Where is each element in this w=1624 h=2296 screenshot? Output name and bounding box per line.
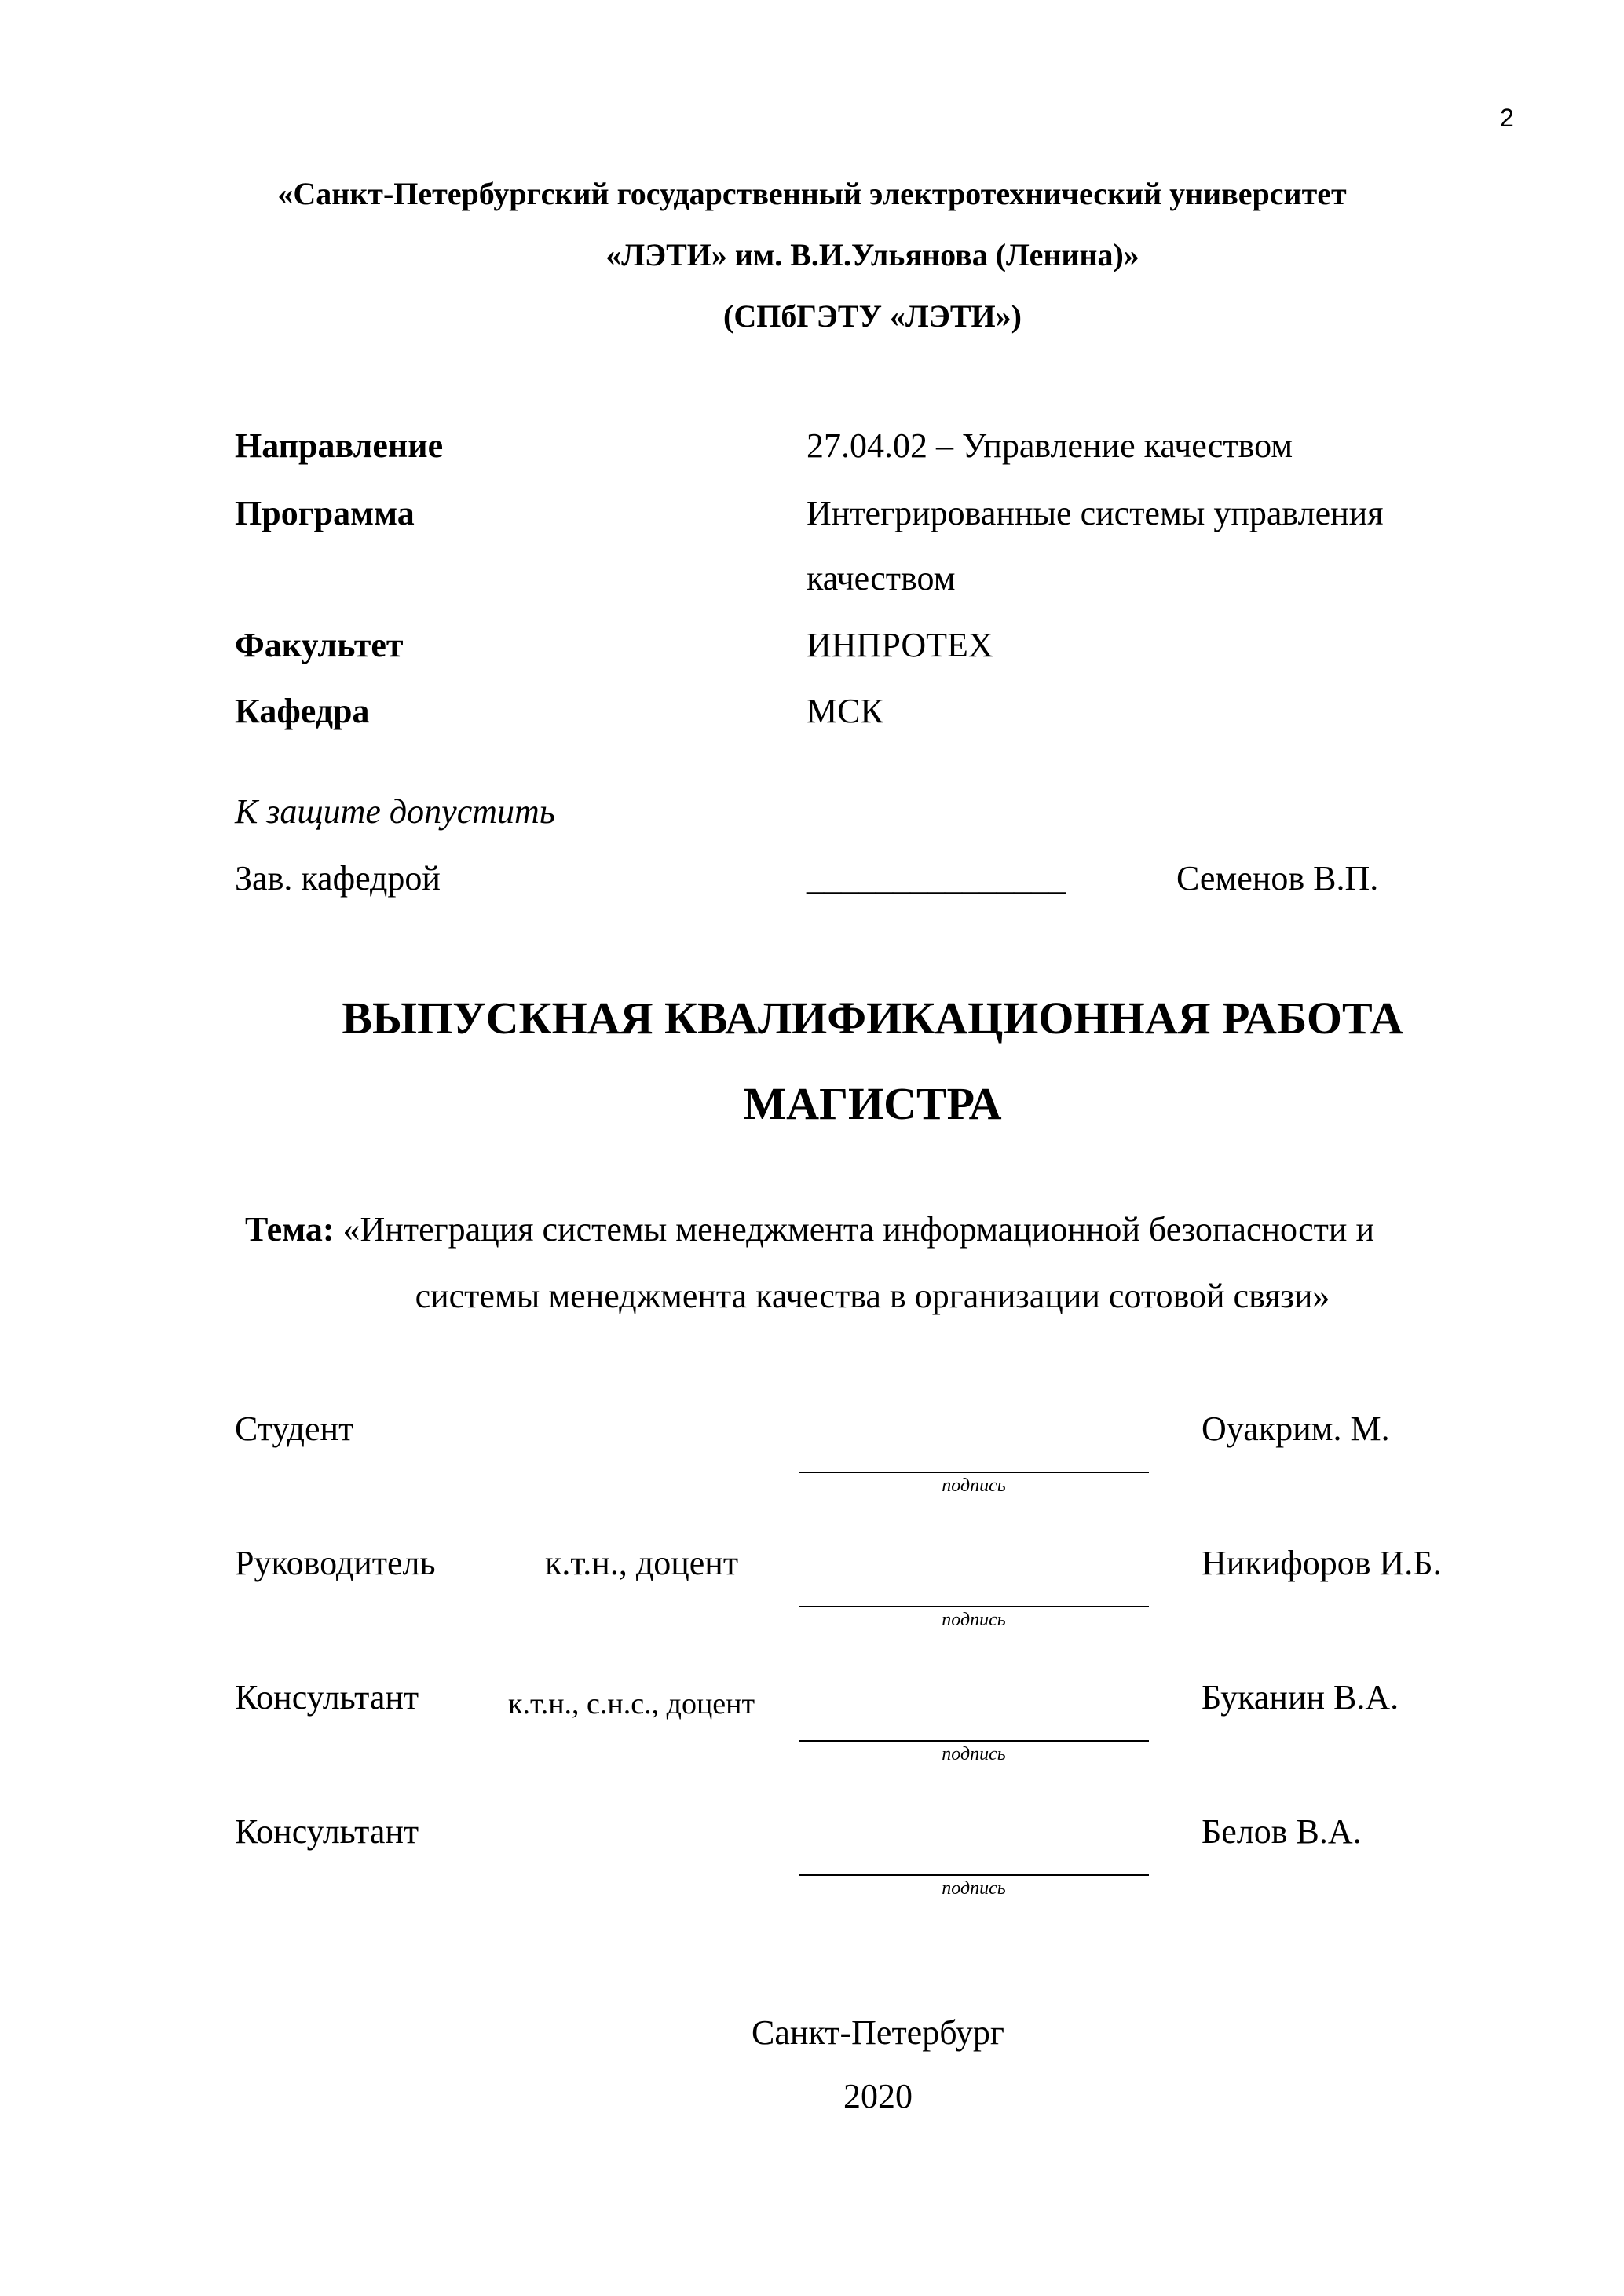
signatory-role: Консультант xyxy=(235,1812,419,1851)
signatory-role: Руководитель xyxy=(235,1544,436,1582)
topic-text-line1: «Интеграция системы менеджмента информационной безопасности и xyxy=(342,1210,1374,1249)
field-label-department: Кафедра xyxy=(235,692,370,730)
signatory-name: Никифоров И.Б. xyxy=(1202,1544,1442,1582)
signatory-name: Буканин В.А. xyxy=(1202,1678,1399,1717)
topic-line1 xyxy=(245,1210,1374,1249)
university-name-line1: «Санкт-Петербургский государственный электротехнический университет xyxy=(277,176,1347,211)
signature-hint: подпись xyxy=(942,1878,1006,1899)
city: Санкт-Петербург xyxy=(752,2013,1004,2052)
field-value-faculty: ИНПРОТЕХ xyxy=(807,626,993,664)
field-label-direction: Направление xyxy=(235,426,444,465)
signatory-degree: к.т.н., доцент xyxy=(545,1544,739,1582)
signature-hint: подпись xyxy=(942,1475,1006,1496)
signature-line xyxy=(799,1874,1149,1876)
field-value-direction: 27.04.02 – Управление качеством xyxy=(807,426,1293,465)
admit-to-defense: К защите допустить xyxy=(235,792,555,831)
university-name-line2: «ЛЭТИ» им. В.И.Ульянова (Ленина)» xyxy=(605,237,1139,272)
field-label-program: Программа xyxy=(235,494,415,532)
signature-line xyxy=(799,1740,1149,1742)
signatory-name: Белов В.А. xyxy=(1202,1812,1362,1851)
document-title-line1: ВЫПУСКНАЯ КВАЛИФИКАЦИОННАЯ РАБОТА xyxy=(342,993,1403,1044)
signature-line xyxy=(799,1606,1149,1607)
field-value-program: Интегрированные системы управления xyxy=(807,494,1384,532)
signature-hint: подпись xyxy=(942,1744,1006,1764)
signatory-degree: к.т.н., с.н.с., доцент xyxy=(508,1687,755,1720)
page-number: 2 xyxy=(1500,104,1514,132)
signatory-role: Консультант xyxy=(235,1678,419,1717)
head-name: Семенов В.П. xyxy=(1176,859,1379,898)
signatory-name: Оуакрим. М. xyxy=(1202,1409,1390,1448)
field-value-program-cont: качеством xyxy=(807,559,956,598)
university-abbr: (СПбГЭТУ «ЛЭТИ») xyxy=(723,298,1022,334)
topic-label: Тема: xyxy=(245,1210,335,1249)
signature-hint: подпись xyxy=(942,1610,1006,1630)
topic-line2: системы менеджмента качества в организации сотовой связи» xyxy=(415,1277,1330,1315)
field-value-department: МСК xyxy=(807,692,883,730)
field-label-faculty: Факультет xyxy=(235,626,404,664)
document-title-line2: МАГИСТРА xyxy=(743,1078,1002,1129)
signature-line xyxy=(799,1472,1149,1473)
signatory-role: Студент xyxy=(235,1409,354,1448)
year: 2020 xyxy=(843,2077,913,2115)
head-signature-blank: _______________ xyxy=(807,859,1066,898)
head-label: Зав. кафедрой xyxy=(235,859,441,898)
